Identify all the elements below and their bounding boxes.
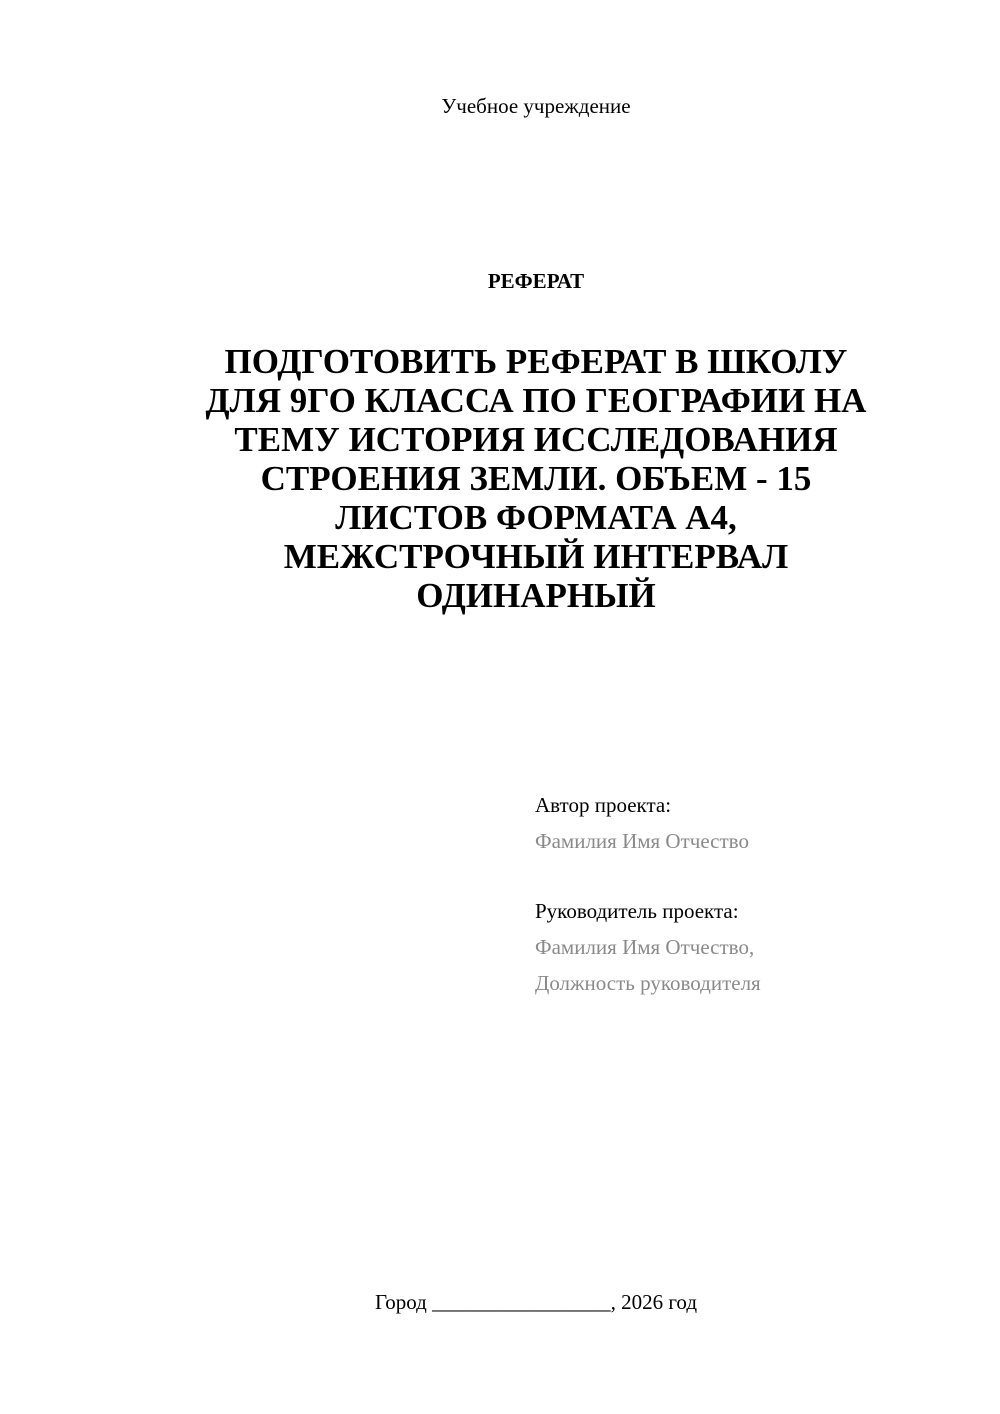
title-line-4: СТРОЕНИЯ ЗЕМЛИ. ОБЪЕМ - 15 — [260, 459, 812, 498]
institution-name: Учебное учреждение — [441, 94, 631, 118]
supervisor-position: Должность руководителя — [535, 971, 761, 995]
supervisor-block — [535, 893, 955, 1001]
title-line-5: ЛИСТОВ ФОРМАТА А4, — [335, 498, 737, 537]
document-title — [168, 342, 904, 615]
supervisor-label: Руководитель проекта: — [535, 899, 739, 923]
title-line-1: ПОДГОТОВИТЬ РЕФЕРАТ В ШКОЛУ — [224, 342, 848, 381]
author-block — [535, 787, 955, 859]
title-line-2: ДЛЯ 9ГО КЛАССА ПО ГЕОГРАФИИ НА — [205, 381, 867, 420]
title-line-6: МЕЖСТРОЧНЫЙ ИНТЕРВАЛ — [283, 537, 789, 576]
city-year-line: Город _________________, 2026 год — [374, 1290, 698, 1314]
title-line-7: ОДИНАРНЫЙ — [416, 576, 656, 615]
author-label: Автор проекта: — [535, 793, 672, 817]
title-line-3: ТЕМУ ИСТОРИЯ ИССЛЕДОВАНИЯ — [234, 420, 838, 459]
document-type: РЕФЕРАТ — [487, 269, 585, 293]
supervisor-name: Фамилия Имя Отчество, — [535, 935, 755, 959]
author-name: Фамилия Имя Отчество — [535, 829, 749, 853]
